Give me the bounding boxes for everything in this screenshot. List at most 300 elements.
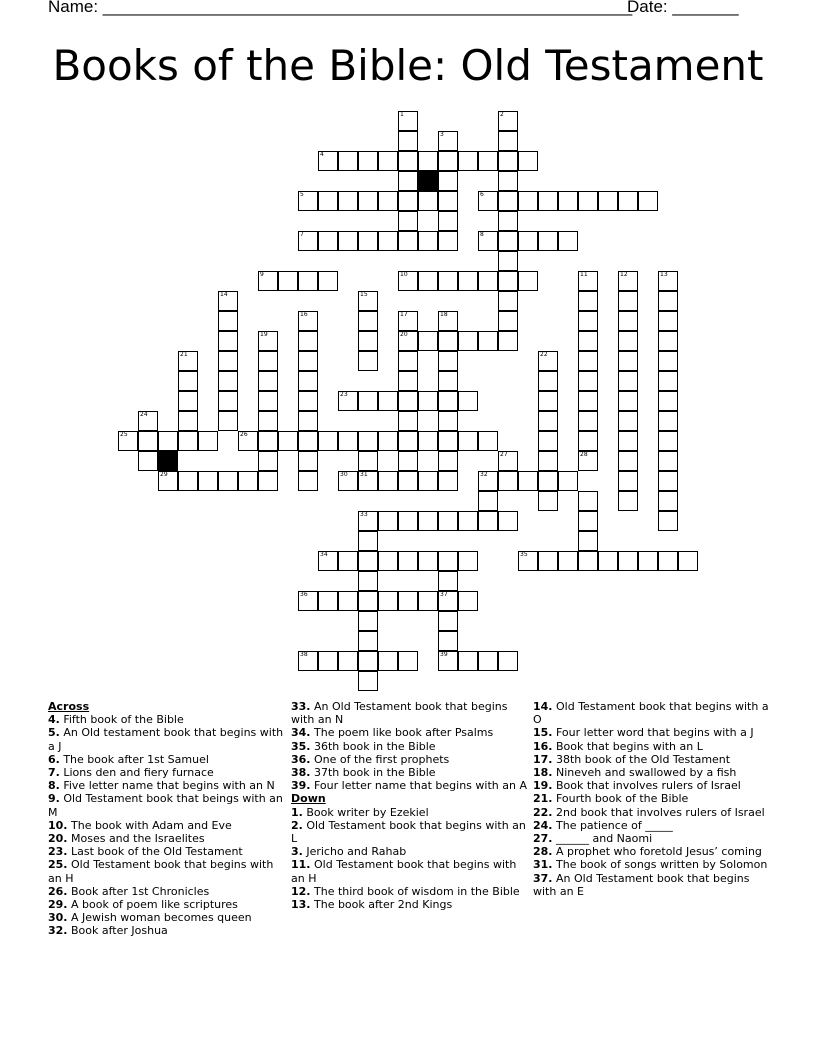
grid-cell[interactable] [298,591,318,611]
clue-item-text: A prophet who foretold Jesus’ coming [552,845,762,859]
grid-cell[interactable] [138,451,158,471]
grid-cell[interactable] [618,311,638,331]
grid-cell[interactable] [618,271,638,291]
grid-cell[interactable] [118,431,138,451]
grid-cell[interactable] [198,471,218,491]
grid-cell[interactable] [478,151,498,171]
grid-cell[interactable] [538,451,558,471]
grid-cell[interactable] [358,591,378,611]
grid-cell[interactable] [358,631,378,651]
grid-cell[interactable] [538,411,558,431]
grid-cell[interactable] [478,231,498,251]
clue-item [48,753,284,766]
grid-cell[interactable] [598,191,618,211]
grid-cell[interactable] [658,511,678,531]
grid-cell[interactable] [558,551,578,571]
grid-cell[interactable] [578,331,598,351]
grid-cell[interactable] [558,231,578,251]
grid-cell[interactable] [498,331,518,351]
grid-cell[interactable] [338,391,358,411]
grid-cell[interactable] [578,431,598,451]
grid-cell[interactable] [498,191,518,211]
grid-cell[interactable] [458,651,478,671]
grid-cell[interactable] [318,231,338,251]
grid-cell[interactable] [438,471,458,491]
grid-cell[interactable] [298,471,318,491]
grid-cell[interactable] [438,151,458,171]
grid-cell[interactable] [258,351,278,371]
grid-cell[interactable] [578,191,598,211]
grid-cell[interactable] [378,551,398,571]
grid-cell[interactable] [318,431,338,451]
grid-cell[interactable] [158,471,178,491]
clue-item [291,845,527,858]
grid-cell[interactable] [658,431,678,451]
date-field[interactable]: Date: _______ [627,0,739,16]
grid-cell[interactable] [498,311,518,331]
grid-cell[interactable] [438,571,458,591]
grid-cell[interactable] [478,511,498,531]
clue-number: 16 [300,311,308,318]
grid-cell[interactable] [498,471,518,491]
grid-cell[interactable] [178,411,198,431]
grid-cell[interactable] [578,491,598,511]
grid-cell[interactable] [318,151,338,171]
grid-cell[interactable] [398,411,418,431]
clue-number: 39 [440,651,448,658]
clue-item-text: ______ and Naomi [552,832,653,846]
grid-cell[interactable] [478,651,498,671]
name-field[interactable]: Name: ________________________________________________________ [48,0,633,16]
grid-cell[interactable] [398,431,418,451]
grid-cell[interactable] [398,151,418,171]
clue-item-text: Fifth book of the Bible [59,713,184,727]
grid-cell[interactable] [538,551,558,571]
grid-cell[interactable] [418,471,438,491]
clue-item-number: 15. [533,726,553,740]
grid-cell[interactable] [258,431,278,451]
grid-cell[interactable] [618,491,638,511]
grid-cell[interactable] [358,231,378,251]
grid-cell[interactable] [418,591,438,611]
clue-item [48,911,284,924]
grid-cell[interactable] [218,311,238,331]
grid-cell[interactable] [478,331,498,351]
clue-number: 13 [660,271,668,278]
grid-cell[interactable] [218,371,238,391]
grid-cell[interactable] [498,271,518,291]
clue-item-number: 31. [533,858,553,872]
grid-cell[interactable] [398,511,418,531]
grid-cell[interactable] [358,571,378,591]
grid-cell[interactable] [358,351,378,371]
grid-cell[interactable] [618,391,638,411]
grid-cell[interactable] [358,531,378,551]
grid-cell[interactable] [358,291,378,311]
grid-cell[interactable] [378,471,398,491]
grid-cell[interactable] [338,551,358,571]
clue-number: 2 [500,111,504,118]
clue-item-number: 14. [533,700,553,713]
clue-item-text: Old Testament book that begins with an H [291,858,517,885]
clue-number: 28 [580,451,588,458]
grid-cell[interactable] [658,491,678,511]
clue-number: 7 [300,231,304,238]
grid-cell[interactable] [318,651,338,671]
grid-cell[interactable] [578,531,598,551]
grid-cell[interactable] [358,451,378,471]
grid-cell[interactable] [398,311,418,331]
grid-cell[interactable] [538,491,558,511]
grid-cell[interactable] [258,331,278,351]
grid-cell[interactable] [318,551,338,571]
grid-cell[interactable] [318,271,338,291]
clue-number: 22 [540,351,548,358]
grid-cell[interactable] [558,191,578,211]
grid-cell[interactable] [578,351,598,371]
grid-cell[interactable] [258,371,278,391]
grid-cell[interactable] [498,171,518,191]
grid-cell[interactable] [358,331,378,351]
grid-cell[interactable] [438,351,458,371]
grid-cell[interactable] [618,371,638,391]
grid-cell[interactable] [378,231,398,251]
grid-cell[interactable] [558,471,578,491]
grid-cell[interactable] [438,411,458,431]
grid-cell[interactable] [478,271,498,291]
grid-cell[interactable] [378,651,398,671]
grid-cell[interactable] [278,431,298,451]
clue-number: 29 [160,471,168,478]
grid-cell[interactable] [618,291,638,311]
grid-cell[interactable] [358,551,378,571]
grid-cell[interactable] [618,411,638,431]
grid-cell[interactable] [218,351,238,371]
grid-cell[interactable] [238,431,258,451]
grid-cell[interactable] [438,331,458,351]
grid-cell[interactable] [298,331,318,351]
grid-cell[interactable] [618,431,638,451]
grid-cell[interactable] [438,371,458,391]
grid-cell[interactable] [198,431,218,451]
grid-cell[interactable] [578,411,598,431]
clue-section-heading: Across [48,700,90,713]
grid-cell[interactable] [358,191,378,211]
grid-cell[interactable] [378,391,398,411]
clue-item-number: 19. [533,779,553,793]
grid-cell[interactable] [178,431,198,451]
grid-cell[interactable] [178,391,198,411]
clue-item-text: Book that begins with an L [552,739,703,753]
grid-cell[interactable] [538,431,558,451]
clue-item-text: Book writer by Ezekiel [302,805,429,819]
grid-cell[interactable] [358,391,378,411]
grid-cell[interactable] [418,331,438,351]
grid-cell[interactable] [378,431,398,451]
grid-cell[interactable] [458,391,478,411]
grid-cell[interactable] [338,191,358,211]
grid-cell[interactable] [578,511,598,531]
grid-cell[interactable] [358,311,378,331]
grid-cell[interactable] [398,211,418,231]
grid-cell[interactable] [538,391,558,411]
grid-cell[interactable] [398,371,418,391]
grid-cell[interactable] [318,191,338,211]
clue-item-number: 36. [291,752,311,766]
grid-cell[interactable] [458,511,478,531]
grid-cell[interactable] [658,271,678,291]
grid-cell[interactable] [498,651,518,671]
grid-cell[interactable] [378,511,398,531]
grid-cell[interactable] [658,471,678,491]
clue-item [48,713,284,726]
grid-cell[interactable] [298,271,318,291]
grid-cell[interactable] [398,171,418,191]
grid-cell[interactable] [458,331,478,351]
grid-cell[interactable] [298,451,318,471]
grid-cell[interactable] [578,371,598,391]
grid-cell[interactable] [258,471,278,491]
clue-item-text: The book of songs written by Solomon [552,858,768,872]
grid-cell[interactable] [498,211,518,231]
grid-cell[interactable] [498,111,518,131]
grid-cell[interactable] [338,471,358,491]
grid-cell[interactable] [538,471,558,491]
clue-number: 34 [320,551,328,558]
grid-cell[interactable] [618,351,638,371]
grid-cell[interactable] [298,311,318,331]
grid-cell[interactable] [658,291,678,311]
grid-cell[interactable] [398,651,418,671]
grid-cell[interactable] [358,611,378,631]
clue-item-text: A Jewish woman becomes queen [67,911,252,925]
grid-cell[interactable] [498,251,518,271]
grid-cell[interactable] [538,371,558,391]
grid-cell[interactable] [398,271,418,291]
grid-cell[interactable] [438,211,458,231]
grid-cell[interactable] [418,271,438,291]
grid-cell[interactable] [538,191,558,211]
grid-cell[interactable] [518,151,538,171]
grid-cell[interactable] [478,431,498,451]
grid-cell[interactable] [658,391,678,411]
grid-cell[interactable] [178,351,198,371]
grid-cell[interactable] [618,331,638,351]
grid-cell[interactable] [458,591,478,611]
grid-cell[interactable] [398,131,418,151]
clue-item-text: An Old testament book that begins with a J [48,726,284,753]
grid-cell[interactable] [478,191,498,211]
grid-cell[interactable] [358,431,378,451]
grid-cell[interactable] [318,591,338,611]
grid-cell[interactable] [338,651,358,671]
grid-cell[interactable] [658,351,678,371]
grid-cell[interactable] [418,191,438,211]
grid-cell[interactable] [398,331,418,351]
grid-cell[interactable] [278,271,298,291]
grid-cell[interactable] [438,451,458,471]
grid-cell[interactable] [298,431,318,451]
grid-cell[interactable] [358,471,378,491]
grid-cell[interactable] [178,471,198,491]
grid-cell[interactable] [598,551,618,571]
grid-cell[interactable] [398,191,418,211]
grid-cell[interactable] [578,391,598,411]
grid-cell[interactable] [438,191,458,211]
grid-cell[interactable] [398,231,418,251]
grid-cell[interactable] [258,451,278,471]
grid-cell[interactable] [418,551,438,571]
grid-cell[interactable] [298,351,318,371]
grid-cell[interactable] [398,471,418,491]
grid-cell[interactable] [578,451,598,471]
grid-cell[interactable] [418,231,438,251]
grid-cell[interactable] [438,311,458,331]
grid-cell[interactable] [538,351,558,371]
clue-item [48,885,284,898]
grid-cell[interactable] [178,371,198,391]
grid-cell[interactable] [418,431,438,451]
grid-cell[interactable] [438,271,458,291]
grid-cell[interactable] [518,191,538,211]
grid-cell[interactable] [298,371,318,391]
clue-item-number: 25. [48,858,68,872]
grid-cell[interactable] [358,651,378,671]
grid-cell[interactable] [378,151,398,171]
grid-cell[interactable] [218,471,238,491]
grid-cell[interactable] [658,411,678,431]
grid-cell[interactable] [538,231,558,251]
grid-cell[interactable] [478,471,498,491]
grid-cell[interactable] [398,111,418,131]
grid-cell[interactable] [238,471,258,491]
clue-number: 35 [520,551,528,558]
grid-cell[interactable] [458,271,478,291]
grid-cell[interactable] [258,271,278,291]
grid-cell[interactable] [418,511,438,531]
grid-cell[interactable] [438,231,458,251]
grid-cell[interactable] [258,411,278,431]
clue-number: 20 [400,331,408,338]
grid-cell[interactable] [218,391,238,411]
grid-cell[interactable] [498,291,518,311]
grid-cell[interactable] [658,331,678,351]
grid-cell[interactable] [518,271,538,291]
grid-cell[interactable] [578,271,598,291]
grid-cell[interactable] [418,391,438,411]
grid-cell[interactable] [418,151,438,171]
grid-cell[interactable] [498,231,518,251]
grid-cell[interactable] [438,611,458,631]
grid-cell[interactable] [218,411,238,431]
grid-cell[interactable] [398,591,418,611]
grid-cell[interactable] [358,671,378,691]
clue-item [48,779,284,792]
clue-item-number: 1. [291,805,303,819]
grid-cell[interactable] [618,551,638,571]
grid-cell[interactable] [658,551,678,571]
grid-cell[interactable] [518,471,538,491]
grid-cell[interactable] [218,291,238,311]
grid-cell[interactable] [158,431,178,451]
clue-item-number: 11. [291,858,311,872]
grid-cell[interactable] [518,231,538,251]
grid-cell[interactable] [138,411,158,431]
grid-cell[interactable] [458,551,478,571]
grid-cell[interactable] [678,551,698,571]
grid-cell[interactable] [618,191,638,211]
clue-number: 32 [480,471,488,478]
grid-cell[interactable] [638,551,658,571]
grid-cell[interactable] [438,651,458,671]
grid-cell[interactable] [398,451,418,471]
grid-cell[interactable] [438,131,458,151]
grid-cell[interactable] [438,551,458,571]
grid-cell[interactable] [458,431,478,451]
clue-item [48,924,284,937]
clue-item [533,832,769,845]
grid-cell[interactable] [138,431,158,451]
grid-cell[interactable] [498,131,518,151]
clue-number: 37 [440,591,448,598]
grid-cell[interactable] [378,191,398,211]
grid-cell[interactable] [658,311,678,331]
grid-cell[interactable] [338,231,358,251]
grid-cell[interactable] [298,651,318,671]
grid-cell[interactable] [618,471,638,491]
grid-cell[interactable] [438,511,458,531]
grid-cell[interactable] [578,291,598,311]
grid-cell[interactable] [258,391,278,411]
clue-item [291,726,527,739]
grid-cell[interactable] [438,391,458,411]
grid-cell[interactable] [478,491,498,511]
grid-cell[interactable] [298,191,318,211]
grid-cell[interactable] [498,151,518,171]
clue-number: 10 [400,271,408,278]
clue-item [533,792,769,805]
grid-cell[interactable] [618,451,638,471]
grid-cell[interactable] [658,371,678,391]
grid-cell[interactable] [338,431,358,451]
grid-cell[interactable] [298,391,318,411]
grid-cell[interactable] [358,151,378,171]
grid-cell[interactable] [438,171,458,191]
grid-cell[interactable] [338,151,358,171]
grid-cell[interactable] [358,511,378,531]
grid-cell[interactable] [658,451,678,471]
grid-cell[interactable] [578,551,598,571]
grid-cell[interactable] [398,391,418,411]
grid-cell[interactable] [218,331,238,351]
grid-cell[interactable] [398,551,418,571]
grid-cell[interactable] [398,351,418,371]
grid-cell[interactable] [458,151,478,171]
grid-cell[interactable] [338,591,358,611]
grid-cell[interactable] [438,631,458,651]
grid-cell[interactable] [438,591,458,611]
grid-cell[interactable] [298,411,318,431]
grid-cell[interactable] [378,591,398,611]
grid-cell[interactable] [298,231,318,251]
grid-cell[interactable] [578,311,598,331]
grid-cell[interactable] [518,551,538,571]
grid-cell[interactable] [498,451,518,471]
clue-item-text: Fourth book of the Bible [552,792,689,806]
grid-cell[interactable] [438,431,458,451]
grid-cell[interactable] [638,191,658,211]
grid-cell[interactable] [498,511,518,531]
